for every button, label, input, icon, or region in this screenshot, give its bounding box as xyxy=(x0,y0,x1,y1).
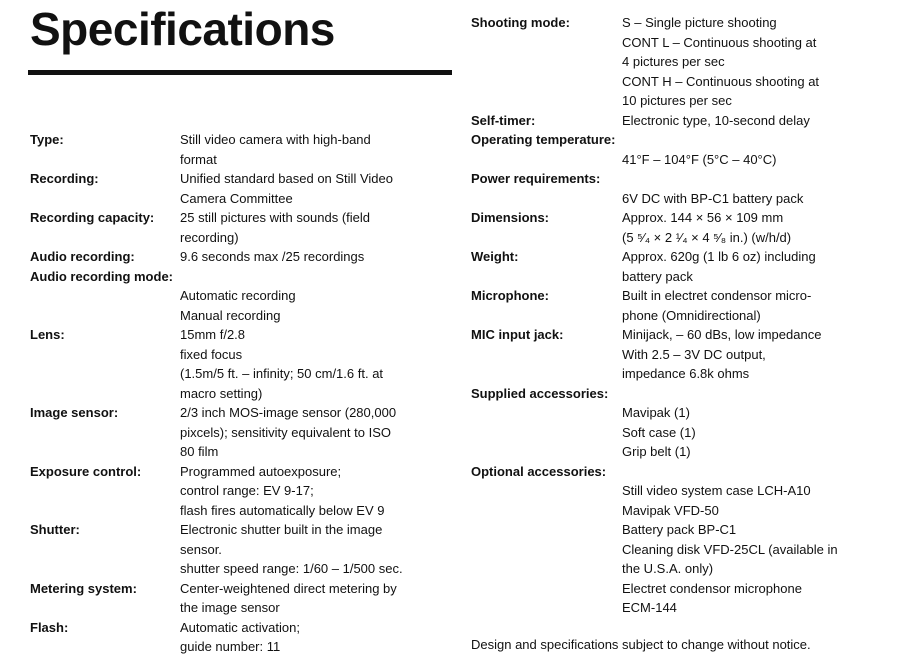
spec-label: Dimensions: xyxy=(471,210,550,225)
spec-value: Electronic shutter built in the image sensor. shutter speed range: 1/60 – 1/500 sec. xyxy=(180,522,403,576)
spec-value: 25 still pictures with sounds (field recording) xyxy=(180,210,371,245)
spec-label: Weight: xyxy=(471,249,519,264)
spec-value: 41°F – 104°F (5°C – 40°C) xyxy=(622,151,777,167)
spec-value: Still video system case LCH-A10 Mavipak VFD-50 Battery pack BP-C1 Cleaning disk VFD-25CL (available in the U.S.A. only) Electret condensor microphone ECM-144 xyxy=(622,483,838,615)
spec-entry xyxy=(30,169,460,208)
spec-value: Electronic type, 10-second delay xyxy=(622,112,810,128)
spec-entry xyxy=(471,462,896,618)
spec-entry xyxy=(471,13,896,111)
page-title: Specifications xyxy=(30,3,335,55)
spec-entry xyxy=(30,325,460,403)
spec-value: 2/3 inch MOS-image sensor (280,000 pixcels); sensitivity equivalent to ISO 80 film xyxy=(180,405,397,459)
spec-value: Approx. 620g (1 lb 6 oz) including battery pack xyxy=(622,249,816,284)
spec-value: Programmed autoexposure; control range: EV 9-17; flash fires automatically below EV 9 xyxy=(180,463,385,518)
spec-value: Approx. 144 × 56 × 109 mm (5 ⁵⁄₄ × 2 ¹⁄₄ × 4 ⁵⁄₈ in.) (w/h/d) xyxy=(622,210,792,245)
spec-value: Unified standard based on Still Video Camera Committee xyxy=(180,171,393,206)
spec-entry xyxy=(30,579,460,618)
spec-entry xyxy=(471,208,896,247)
spec-label: Shooting mode: xyxy=(471,15,570,30)
spec-label: Recording: xyxy=(30,171,99,186)
spec-entry xyxy=(30,403,460,462)
right-spec-column xyxy=(471,13,896,618)
spec-label: MIC input jack: xyxy=(471,327,564,342)
spec-value: Automatic activation; guide number: 11 xyxy=(180,619,300,654)
spec-label: Exposure control: xyxy=(30,463,142,479)
spec-value: Still video camera with high-band format xyxy=(180,132,371,167)
spec-label: Power requirements: xyxy=(471,171,601,186)
spec-entry xyxy=(471,286,896,325)
spec-value: 15mm f/2.8 fixed focus (1.5m/5 ft. – infinity; 50 cm/1.6 ft. at macro setting) xyxy=(180,327,384,401)
spec-label: Metering system: xyxy=(30,580,137,596)
spec-entry xyxy=(30,208,460,247)
spec-value: Mavipak (1) Soft case (1) Grip belt (1) xyxy=(622,405,696,459)
spec-value: Built in electret condensor micro- phone (Omnidirectional) xyxy=(622,288,812,323)
spec-entry xyxy=(471,247,896,286)
spec-entry xyxy=(30,267,460,326)
footnote: Design and specifications subject to change without notice. xyxy=(471,637,811,652)
spec-entry xyxy=(471,325,896,384)
spec-entry xyxy=(471,130,896,169)
spec-label: Operating temperature: xyxy=(471,132,616,147)
spec-label: Audio recording mode: xyxy=(30,268,173,284)
spec-entry xyxy=(30,130,460,169)
spec-label: Flash: xyxy=(30,619,69,635)
spec-label: Supplied accessories: xyxy=(471,385,609,401)
spec-label: Lens: xyxy=(30,327,65,342)
spec-label: Type: xyxy=(30,132,64,147)
spec-entry xyxy=(471,169,896,208)
spec-entry xyxy=(471,384,896,462)
spec-entry xyxy=(471,111,896,131)
spec-label: Shutter: xyxy=(30,522,80,537)
spec-value: S – Single picture shooting CONT L – Continuous shooting at 4 pictures per sec CONT H – Continuous shooting at 10 pictures per sec xyxy=(622,15,820,108)
spec-value: 9.6 seconds max /25 recordings xyxy=(180,249,365,264)
spec-label: Optional accessories: xyxy=(471,463,607,479)
spec-value: Automatic recording Manual recording xyxy=(180,288,296,323)
title-rule xyxy=(28,70,452,75)
spec-value: Center-weightened direct metering by the image sensor xyxy=(180,580,397,615)
spec-value: 6V DC with BP-C1 battery pack xyxy=(622,190,804,206)
spec-label: Self-timer: xyxy=(471,112,536,128)
spec-label: Image sensor: xyxy=(30,405,119,420)
spec-entry xyxy=(30,462,460,521)
spec-label: Audio recording: xyxy=(30,249,135,264)
spec-entry xyxy=(30,247,460,267)
spec-label: Recording capacity: xyxy=(30,210,155,225)
spec-entry xyxy=(30,618,460,657)
spec-label: Microphone: xyxy=(471,288,549,303)
left-spec-column xyxy=(30,130,460,657)
spec-entry xyxy=(30,520,460,579)
spec-value: Minijack, – 60 dBs, low impedance With 2.5 – 3V DC output, impedance 6.8k ohms xyxy=(622,327,822,381)
